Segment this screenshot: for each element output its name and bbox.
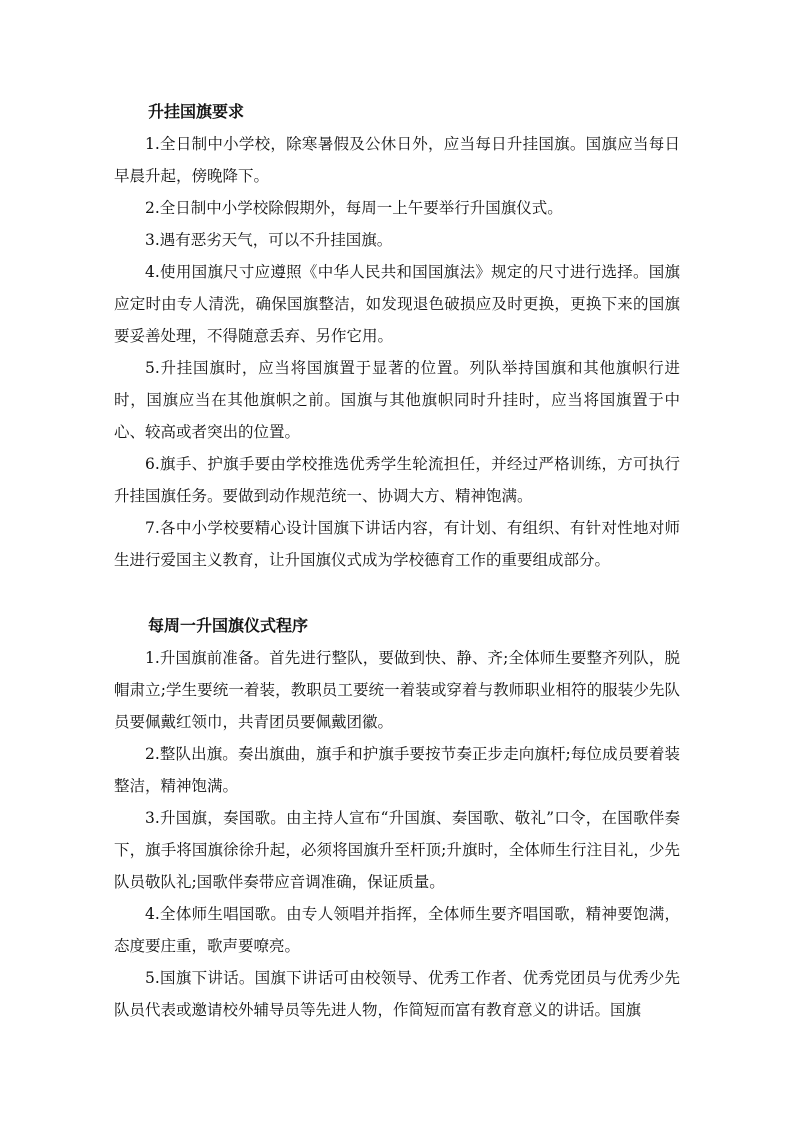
- section-title: 每周一升国旗仪式程序: [148, 616, 309, 635]
- paragraph: 1.全日制中小学校，除寒暑假及公休日外，应当每日升挂国旗。国旗应当每日早晨升起，傍晚降下。: [114, 135, 680, 185]
- paragraph: 4.使用国旗尺寸应遵照《中华人民共和国国旗法》规定的尺寸进行选择。国旗应定时由专人清洗，确保国旗整洁，如发现退色破损应及时更换，更换下来的国旗要妥善处理，不得随意丢弃、另作它用。: [114, 263, 680, 345]
- section-spacer: [114, 576, 680, 610]
- document-page: [114, 96, 680, 1026]
- paragraph: 1.升国旗前准备。首先进行整队，要做到快、静、齐;全体师生要整齐列队，脱帽肃立;学生要统一着装，教职员工要统一着装或穿着与教师职业相符的服装少先队员要佩戴红领巾，共青团员要佩戴团徽。: [114, 649, 680, 731]
- section-title: 升挂国旗要求: [148, 102, 245, 121]
- paragraph: 3.遇有恶劣天气，可以不升挂国旗。: [145, 231, 393, 249]
- paragraph: 4.全体师生唱国歌。由专人领唱并指挥，全体师生要齐唱国歌，精神要饱满，态度要庄重，歌声要嘹亮。: [114, 905, 680, 955]
- paragraph: 5.国旗下讲话。国旗下讲话可由校领导、优秀工作者、优秀党团员与优秀少先队员代表或邀请校外辅导员等先进人物，作简短而富有教育意义的讲话。国旗: [114, 969, 680, 1019]
- section-flag-requirements: [114, 96, 680, 576]
- paragraph: 5.升挂国旗时，应当将国旗置于显著的位置。列队举持国旗和其他旗帜行进时，国旗应当在其他旗帜之前。国旗与其他旗帜同时升挂时，应当将国旗置于中心、较高或者突出的位置。: [114, 359, 680, 441]
- paragraph: 6.旗手、护旗手要由学校推选优秀学生轮流担任，并经过严格训练，方可执行升挂国旗任务。要做到动作规范统一、协调大方、精神饱满。: [114, 455, 680, 505]
- paragraph: 2.全日制中小学校除假期外，每周一上午要举行升国旗仪式。: [145, 199, 563, 217]
- paragraph: 7.各中小学校要精心设计国旗下讲话内容，有计划、有组织、有针对性地对师生进行爱国主义教育，让升国旗仪式成为学校德育工作的重要组成部分。: [114, 519, 680, 569]
- paragraph: 3.升国旗，奏国歌。由主持人宣布“升国旗、奏国歌、敬礼”口令，在国歌伴奏下，旗手将国旗徐徐升起，必须将国旗升至杆顶;升旗时，全体师生行注目礼，少先队员敬队礼;国歌伴奏带应音调准确，保证质量。: [114, 809, 680, 891]
- paragraph: 2.整队出旗。奏出旗曲，旗手和护旗手要按节奏正步走向旗杆;每位成员要着装整洁，精神饱满。: [114, 745, 680, 795]
- section-ceremony-procedure: [114, 610, 680, 1026]
